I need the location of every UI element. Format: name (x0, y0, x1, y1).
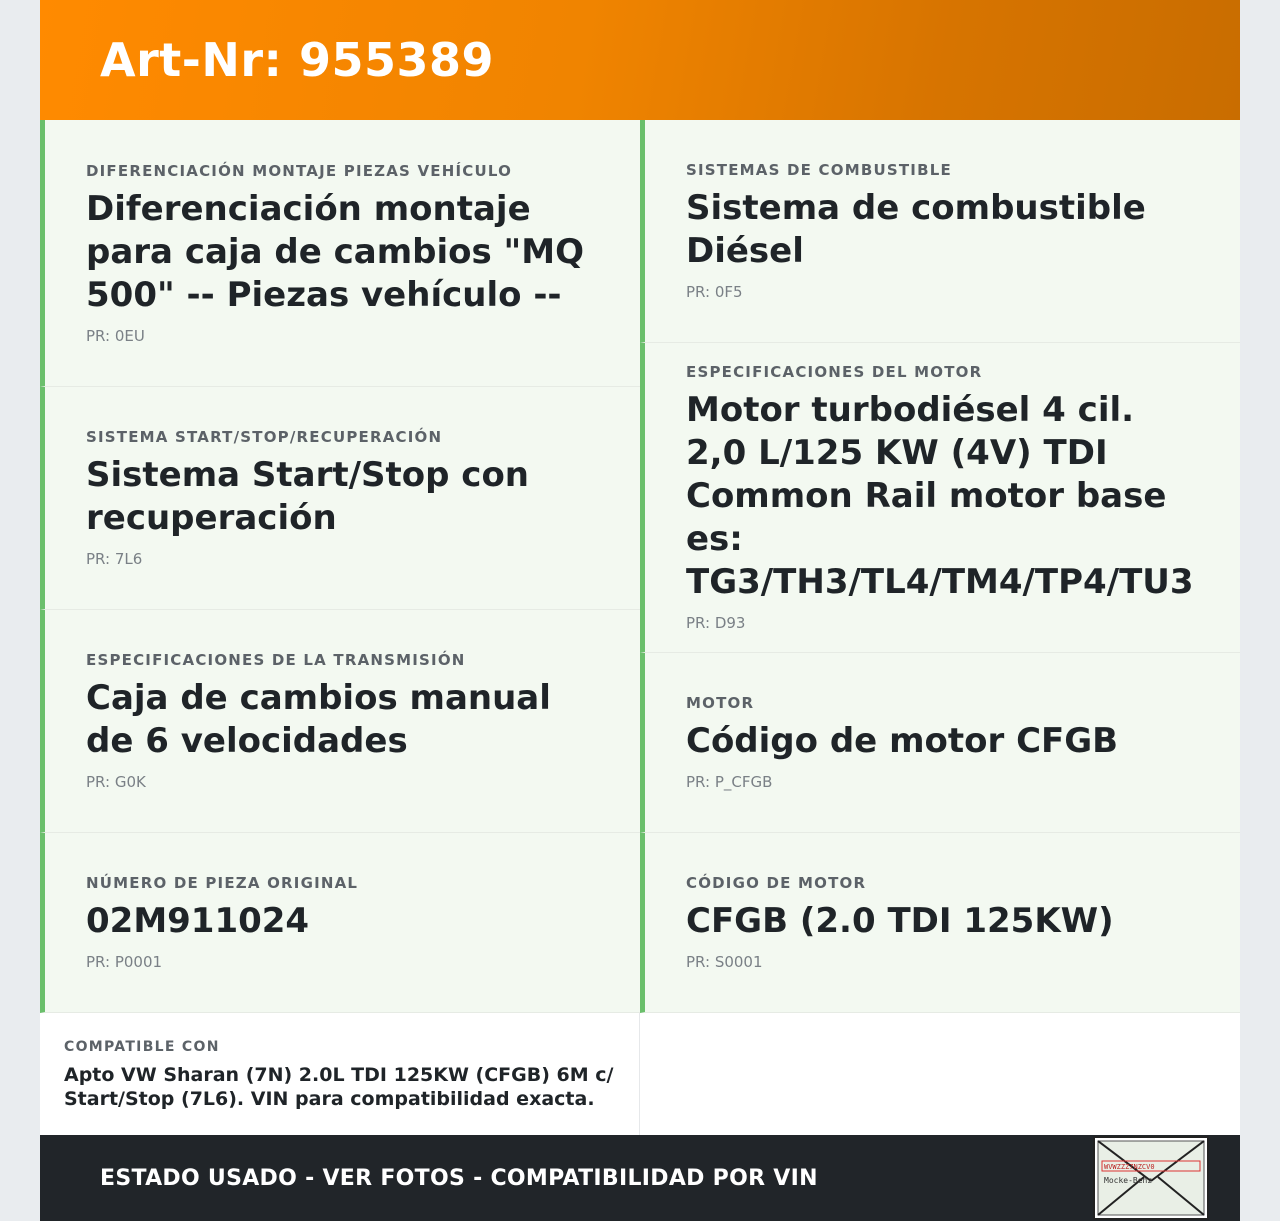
header-bar (40, 0, 1240, 120)
spec-value: Motor turbodiésel 4 cil. 2,0 L/125 KW (4V) TDI Common Rail motor base es: TG3/TH3/TL4/TM4/TP4/TU3 (686, 390, 1194, 602)
stamp-vin-text: WVWZZZ7NZCV0 (1104, 1163, 1155, 1171)
product-sheet (40, 0, 1240, 1221)
compatibility-label: COMPATIBLE CON (64, 1039, 220, 1055)
spec-pr-code: PR: 0EU (86, 326, 145, 345)
spec-cell (640, 343, 1240, 653)
spec-grid (40, 120, 1240, 1013)
spec-label: ESPECIFICACIONES DEL MOTOR (686, 363, 983, 381)
spec-cell (640, 833, 1240, 1013)
spec-pr-code: PR: P0001 (86, 953, 163, 971)
spec-cell (40, 833, 640, 1013)
compatibility-text: Apto VW Sharan (7N) 2.0L TDI 125KW (CFGB) 6M c/ Start/Stop (7L6). VIN para compatibilidad exacta. (64, 1064, 614, 1110)
footer-status-text: ESTADO USADO - VER FOTOS - COMPATIBILIDAD POR VIN (100, 1165, 818, 1191)
compatibility-row (40, 1013, 1240, 1135)
compatibility-box (40, 1013, 640, 1135)
spec-pr-code: PR: G0K (86, 773, 146, 791)
spec-value: 02M911024 (86, 901, 310, 941)
spec-label: CÓDIGO DE MOTOR (686, 874, 867, 892)
spec-value: Código de motor CFGB (686, 721, 1119, 761)
spec-label: SISTEMA START/STOP/RECUPERACIÓN (86, 428, 443, 446)
article-number-title: Art-Nr: 955389 (100, 33, 495, 87)
spec-pr-code: PR: D93 (686, 614, 746, 632)
spec-value: CFGB (2.0 TDI 125KW) (686, 901, 1114, 941)
spec-value: Sistema de combustible Diésel (686, 188, 1146, 271)
spec-column-left (40, 120, 640, 1013)
spec-cell (40, 120, 640, 387)
spec-value: Sistema Start/Stop con recuperación (86, 455, 530, 538)
spec-pr-code: PR: P_CFGB (686, 773, 773, 791)
spec-cell (40, 387, 640, 610)
spec-pr-code: PR: 0F5 (686, 283, 743, 301)
spec-cell (640, 120, 1240, 343)
envelope-stamp-icon (1092, 1135, 1210, 1221)
spec-label: MOTOR (686, 694, 755, 712)
spec-column-right (640, 120, 1240, 1013)
spec-label: ESPECIFICACIONES DE LA TRANSMISIÓN (86, 651, 466, 669)
spec-label: SISTEMAS DE COMBUSTIBLE (686, 161, 952, 179)
spec-pr-code: PR: 7L6 (86, 550, 143, 568)
spec-cell (40, 610, 640, 833)
spec-value: Caja de cambios manual de 6 velocidades (86, 678, 551, 761)
spec-pr-code: PR: S0001 (686, 953, 763, 971)
stamp-brand-text: Mocke-Benz (1104, 1176, 1153, 1185)
spec-label: NÚMERO DE PIEZA ORIGINAL (86, 874, 359, 892)
spec-value: Diferenciación montaje para caja de cambios "MQ 500" -- Piezas vehículo -- (86, 188, 584, 315)
spec-label: DIFERENCIACIÓN MONTAJE PIEZAS VEHÍCULO (86, 161, 513, 180)
spec-cell (640, 653, 1240, 833)
footer-bar (40, 1135, 1240, 1221)
